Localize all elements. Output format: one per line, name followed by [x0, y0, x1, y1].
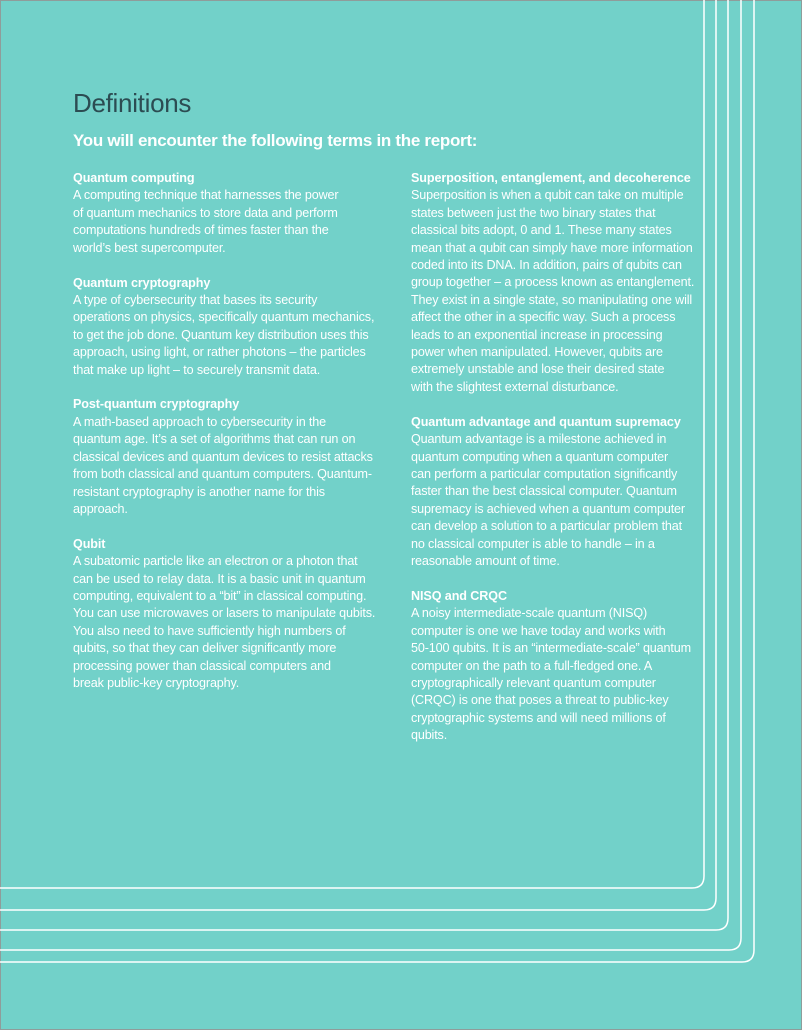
term-heading: Quantum computing [73, 171, 195, 185]
term-heading: NISQ and CRQC [411, 588, 507, 603]
definition-line: mean that a qubit can simply have more information [411, 240, 693, 255]
definition-line: qubits, so that they can deliver significantly more [73, 641, 337, 656]
term-definition [411, 431, 703, 570]
term-superposition-entanglement-decoherence [411, 170, 703, 396]
definitions-left-column [73, 170, 383, 710]
definition-line: supremacy is achieved when a quantum computer [411, 501, 685, 516]
definition-line: classical devices and quantum devices to resist attacks [73, 449, 373, 464]
term-quantum-advantage-supremacy [411, 414, 703, 571]
definition-line: that make up light – to securely transmit data. [73, 362, 321, 377]
definition-line: You can use microwaves or lasers to manipulate qubits. [73, 606, 376, 621]
definition-line: states between just the two binary states that [411, 205, 656, 220]
page-subtitle: You will encounter the following terms in the report: [73, 131, 478, 150]
definition-line: operations on physics, specifically quantum mechanics, [73, 310, 375, 325]
term-definition [73, 414, 383, 518]
term-definition [73, 292, 383, 379]
definition-line: computations hundreds of times faster than the [73, 223, 329, 238]
definition-line: (CRQC) is one that poses a threat to public-key [411, 693, 669, 708]
definition-line: reasonable amount of time. [411, 554, 560, 569]
definition-line: classical bits adopt, 0 and 1. These many states [411, 223, 672, 238]
definition-line: world’s best supercomputer. [73, 240, 226, 255]
term-definition [411, 187, 703, 396]
definition-line: qubits. [411, 728, 448, 743]
definition-line: to get the job done. Quantum key distribution uses this [73, 327, 369, 342]
definition-line: faster than the best classical computer. Quantum [411, 484, 677, 499]
term-definition [73, 553, 383, 692]
definitions-right-column [411, 170, 703, 762]
definition-line: A math-based approach to cybersecurity in the [73, 414, 326, 429]
definition-line: coded into its DNA. In addition, pairs of qubits can [411, 258, 682, 273]
term-post-quantum-cryptography [73, 396, 383, 518]
definition-line: resistant cryptography is another name for this [73, 484, 325, 499]
term-heading: Quantum cryptography [73, 275, 211, 290]
definition-line: cryptographically relevant quantum computer [411, 675, 656, 690]
term-heading: Quantum advantage and quantum supremacy [411, 414, 681, 429]
definition-line: Superposition is when a qubit can take on multiple [411, 188, 684, 203]
definition-line: A type of cybersecurity that bases its security [73, 292, 318, 307]
definition-line: can perform a particular computation significantly [411, 467, 678, 481]
term-quantum-computing [73, 170, 383, 257]
page-title: Definitions [73, 88, 192, 118]
definition-line: affect the other in a specific way. Such a process [411, 310, 676, 325]
definition-line: You also need to have sufficiently high numbers of [73, 623, 346, 638]
definition-line: extremely unstable and lose their desired state [411, 362, 665, 377]
definition-line: group together – a process known as entanglement. [411, 275, 695, 290]
definition-line: They exist in a single state, so manipulating one will [411, 292, 693, 307]
term-heading: Qubit [73, 536, 106, 551]
definition-line: approach, using light, or rather photons – the particles [73, 345, 366, 360]
term-definition [411, 605, 703, 744]
definition-line: Quantum advantage is a milestone achieved in [411, 432, 667, 447]
definition-line: A subatomic particle like an electron or a photon that [73, 554, 358, 569]
definition-line: processing power than classical computers and [73, 658, 331, 673]
definition-line: break public-key cryptography. [73, 676, 240, 691]
definition-line: leads to an exponential increase in processing [411, 327, 663, 342]
definition-line: can develop a solution to a particular problem that [411, 519, 682, 534]
term-qubit [73, 536, 383, 693]
term-definition [73, 187, 383, 257]
term-nisq-and-crqc [411, 588, 703, 745]
definition-line: can be used to relay data. It is a basic unit in quantum [73, 571, 366, 586]
definition-line: cryptographic systems and will need millions of [411, 710, 666, 725]
definition-line: computer on the path to a full-fledged one. A [411, 658, 653, 673]
definition-line: from both classical and quantum computers. Quantum- [73, 467, 372, 482]
definition-line: approach. [73, 501, 128, 516]
definition-line: 50-100 qubits. It is an “intermediate-scale” quantum [411, 641, 691, 656]
definition-line: power when manipulated. However, qubits are [411, 345, 663, 360]
term-heading: Post-quantum cryptography [73, 397, 240, 412]
definition-line: computing, equivalent to a “bit” in classical computing. [73, 589, 367, 604]
definition-line: A computing technique that harnesses the power [73, 188, 339, 203]
definition-line: of quantum mechanics to store data and perform [73, 205, 338, 220]
definition-line: quantum age. It’s a set of algorithms that can run on [73, 432, 356, 447]
term-heading: Superposition, entanglement, and decoherence [411, 171, 691, 185]
definition-line: computer is one we have today and works with [411, 623, 666, 638]
definition-line: A noisy intermediate-scale quantum (NISQ) [411, 606, 648, 621]
definition-line: with the slightest external disturbance. [411, 379, 619, 394]
definition-line: quantum computing when a quantum computer [411, 449, 669, 464]
term-quantum-cryptography [73, 275, 383, 379]
definition-line: no classical computer is able to handle – in a [411, 536, 655, 551]
